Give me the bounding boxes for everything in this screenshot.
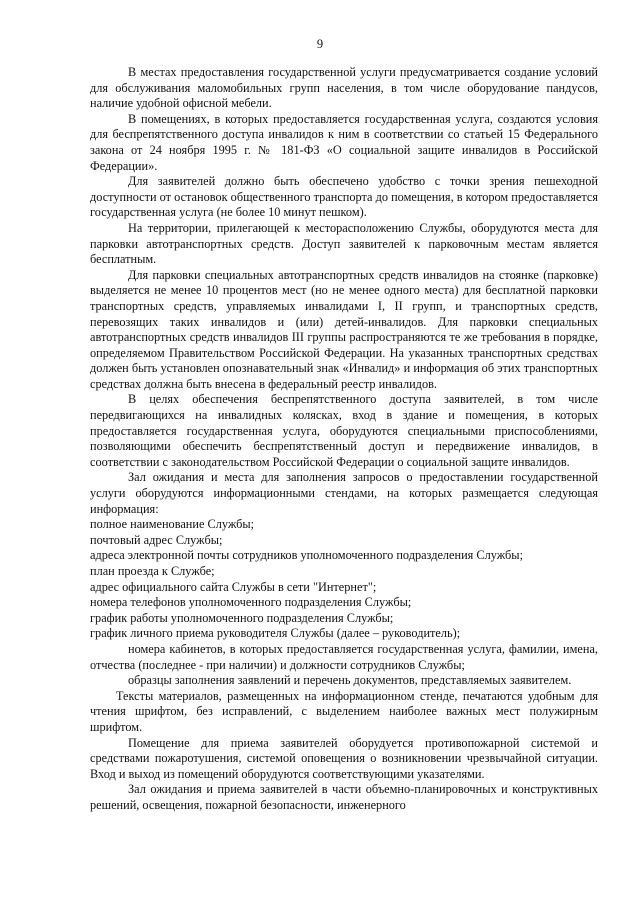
paragraph: Зал ожидания и места для заполнения запросов о предоставлении государственной услуги оборудуются информационными стендами, на которых размещается следующая информация:	[90, 470, 598, 516]
paragraph: Для парковки специальных автотранспортных средств инвалидов на стоянке (парковке) выделяется не менее 10 процентов мест (но не менее одного места) для бесплатной парковки транспортных средств, управляемых инвалидами I, II групп, и транспортных средств, перевозящих таких инвалидов и (или) детей-инвалидов. Для парковки специальных автотранспортных средств инвалидов III группы распространяются те же требования в порядке, определяемом Правительством Российской Федерации. На указанных транспортных средствах должен быть установлен опознавательный знак «Инвалид» и информация об этих транспортных средствах должна быть внесена в федеральный реестр инвалидов.	[90, 267, 598, 391]
list-item: образцы заполнения заявлений и перечень документов, представляемых заявителем.	[128, 673, 572, 688]
paragraph: В помещениях, в которых предоставляется государственная услуга, создаются условия для беспрепятственного доступа инвалидов к ним в соответствии со статьей 15 Федерального закона от 24 ноября 1995 г. № 181-ФЗ «О социальной защите инвалидов в Российской Федерации».	[90, 111, 598, 173]
list-item: адрес официального сайта Службы в сети "Интернет";	[90, 579, 377, 594]
list-item: график личного приема руководителя Службы (далее – руководитель);	[90, 626, 461, 641]
list-item: адреса электронной почты сотрудников уполномоченного подразделения Службы;	[90, 548, 523, 563]
paragraph: Для заявителей должно быть обеспечено удобство с точки зрения пешеходной доступности от остановок общественного транспорта до помещения, в котором предоставляется государственная услуга (не более 10 минут пешком).	[90, 174, 598, 220]
paragraph: На территории, прилегающей к месторасположению Службы, оборудуются места для парковки автотранспортных средств. Доступ заявителей к парковочным местам является бесплатным.	[90, 220, 598, 267]
list-item: график работы уполномоченного подразделения Службы;	[90, 610, 394, 625]
list-item: почтовый адрес Службы;	[90, 532, 223, 547]
list-item: номера кабинетов, в которых предоставляется государственная услуга, фамилии, имена, отчества (последнее - при наличии) и должности сотрудников Службы;	[90, 641, 598, 672]
paragraph: В местах предоставления государственной услуги предусматривается создание условий для обслуживания маломобильных групп населения, в том числе оборудование пандусов, наличие удобной офисной мебели.	[90, 65, 598, 111]
list-item: номера телефонов уполномоченного подразделения Службы;	[90, 595, 412, 610]
paragraph: Помещение для приема заявителей оборудуется противопожарной системой и средствами пожаротушения, системой оповещения о возникновении чрезвычайной ситуации. Вход и выход из помещений оборудуются соответствующими указателями.	[90, 735, 598, 781]
list-item: план проезда к Службе;	[90, 564, 215, 578]
paragraph: Тексты материалов, размещенных на информационном стенде, печатаются удобным для чтения шрифтом, без исправлений, с выделением наиболее важных мест полужирным шрифтом.	[90, 688, 598, 734]
list-item: полное наименование Службы;	[90, 517, 255, 532]
page-number: 9	[316, 37, 324, 51]
paragraph: В целях обеспечения беспрепятственного доступа заявителей, в том числе передвигающихся на инвалидных колясках, вход в здание и помещения, в которых предоставляется государственная услуга, оборудуются специальными приспособлениями, позволяющими обеспечить беспрепятственный доступ и передвижение инвалидов, в соответствии с законодательством Российской Федерации о социальной защите инвалидов.	[90, 392, 598, 469]
paragraph: Зал ожидания и приема заявителей в части объемно-планировочных и конструктивных решений, освещения, пожарной безопасности, инженерного	[90, 782, 598, 812]
document-body	[90, 65, 598, 814]
